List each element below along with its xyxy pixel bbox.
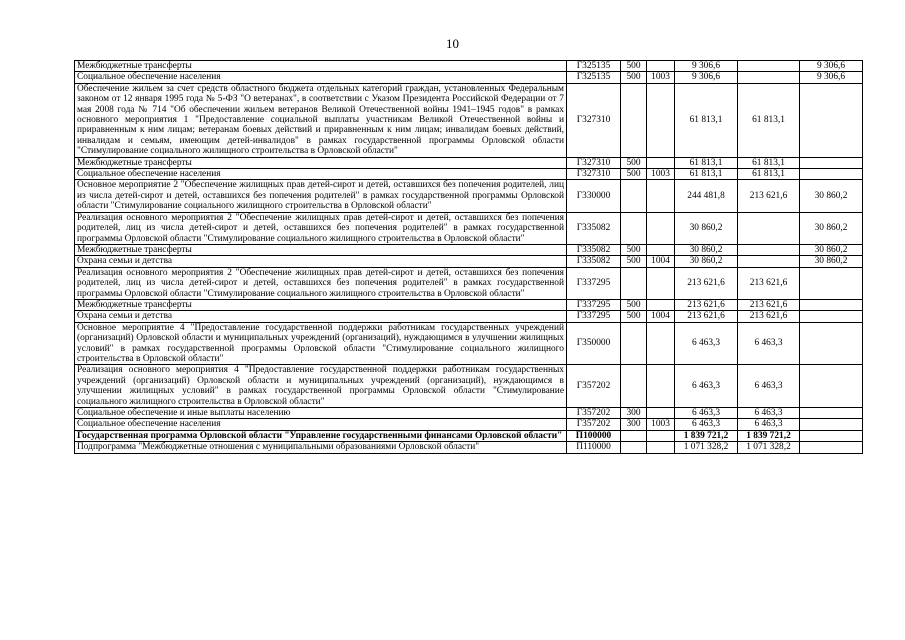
row-amount1-cell: 213 621,6 xyxy=(675,299,738,310)
row-amount1-cell: 6 463,3 xyxy=(675,365,738,408)
row-name-cell: Основное мероприятие 4 "Предоставление государственной поддержки работникам государственных учреждений (организаций) Орловской области и муниципальных учреждений (организаций), нуждающимся в улучшении жилищных условий" в рамках государственной программы Орловской области "Стимулирование социального жилищного строительства в Орловской области" xyxy=(75,322,567,365)
row-amount3-cell xyxy=(800,442,863,453)
table-row xyxy=(75,72,863,83)
row-amount3-cell xyxy=(800,311,863,322)
row-amount2-cell: 6 463,3 xyxy=(738,322,800,365)
row-code-cell: Г337295 xyxy=(567,267,621,299)
row-name-cell: Межбюджетные трансферты xyxy=(75,157,567,168)
row-amount2-cell: 1 839 721,2 xyxy=(738,430,800,441)
row-group-cell: 500 xyxy=(621,157,647,168)
row-name-cell: Основное мероприятие 2 "Обеспечение жилищных прав детей-сирот и детей, оставшихся без попечения родителей, лиц из числа детей-сирот и детей, оставшихся без попечения родителей" в рамках государственной программы Орловской области "Стимулирование социального жилищного строительства в Орловской области" xyxy=(75,180,567,212)
row-amount3-cell: 9 306,6 xyxy=(800,61,863,72)
row-name-cell: Охрана семьи и детства xyxy=(75,256,567,267)
row-name-cell: Реализация основного мероприятия 2 "Обеспечение жилищных прав детей-сирот и детей, оставшихся без попечения родителей, лиц из числа детей-сирот и детей, оставшихся без попечения родителей" в рамках государственной программы Орловской области "Стимулирование социального жилищного строительства в Орловской области" xyxy=(75,267,567,299)
row-group-cell xyxy=(621,365,647,408)
row-group-cell: 500 xyxy=(621,299,647,310)
row-amount1-cell: 6 463,3 xyxy=(675,408,738,419)
table-row xyxy=(75,83,863,157)
row-section-cell xyxy=(647,267,675,299)
row-amount3-cell xyxy=(800,157,863,168)
row-amount2-cell xyxy=(738,256,800,267)
row-section-cell xyxy=(647,83,675,157)
row-group-cell: 300 xyxy=(621,419,647,430)
table-row xyxy=(75,311,863,322)
table-row xyxy=(75,61,863,72)
row-name-cell: Государственная программа Орловской области "Управление государственными финансами Орловской области" xyxy=(75,430,567,441)
table-row xyxy=(75,430,863,441)
row-code-cell: П100000 xyxy=(567,430,621,441)
row-amount3-cell xyxy=(800,430,863,441)
row-name-cell: Социальное обеспечение и иные выплаты населению xyxy=(75,408,567,419)
row-section-cell xyxy=(647,322,675,365)
table-row xyxy=(75,365,863,408)
row-amount1-cell: 61 813,1 xyxy=(675,157,738,168)
row-amount2-cell: 61 813,1 xyxy=(738,157,800,168)
row-amount2-cell: 6 463,3 xyxy=(738,365,800,408)
row-amount1-cell: 30 860,2 xyxy=(675,244,738,255)
row-section-cell xyxy=(647,430,675,441)
row-amount1-cell: 30 860,2 xyxy=(675,212,738,244)
row-name-cell: Реализация основного мероприятия 4 "Предоставление государственной поддержки работникам государственных учреждений (организаций) Орловской области и муниципальных учреждений (организаций), нуждающимся в улучшении жилищных условий" в рамках государственной программы Орловской области "Стимулирование социального жилищного строительства в Орловской области" xyxy=(75,365,567,408)
table-row xyxy=(75,322,863,365)
row-amount3-cell: 9 306,6 xyxy=(800,72,863,83)
row-code-cell: Г357202 xyxy=(567,408,621,419)
row-section-cell: 1004 xyxy=(647,256,675,267)
row-name-cell: Межбюджетные трансферты xyxy=(75,61,567,72)
row-code-cell: Г335082 xyxy=(567,244,621,255)
table-row xyxy=(75,180,863,212)
row-section-cell xyxy=(647,408,675,419)
row-amount3-cell: 30 860,2 xyxy=(800,180,863,212)
row-amount2-cell: 6 463,3 xyxy=(738,408,800,419)
row-amount2-cell xyxy=(738,61,800,72)
row-amount3-cell xyxy=(800,83,863,157)
row-amount1-cell: 1 839 721,2 xyxy=(675,430,738,441)
row-amount3-cell xyxy=(800,322,863,365)
table-row xyxy=(75,157,863,168)
row-code-cell: Г337295 xyxy=(567,311,621,322)
row-code-cell: Г327310 xyxy=(567,169,621,180)
row-name-cell: Подпрограмма "Межбюджетные отношения с муниципальными образованиями Орловской области" xyxy=(75,442,567,453)
row-group-cell xyxy=(621,180,647,212)
row-amount1-cell: 213 621,6 xyxy=(675,267,738,299)
row-code-cell: Г327310 xyxy=(567,83,621,157)
row-group-cell xyxy=(621,322,647,365)
row-amount3-cell: 30 860,2 xyxy=(800,256,863,267)
row-amount2-cell: 213 621,6 xyxy=(738,267,800,299)
row-code-cell: Г350000 xyxy=(567,322,621,365)
table-row xyxy=(75,169,863,180)
row-code-cell: Г335082 xyxy=(567,256,621,267)
row-amount1-cell: 9 306,6 xyxy=(675,61,738,72)
row-amount1-cell: 1 071 328,2 xyxy=(675,442,738,453)
row-group-cell xyxy=(621,430,647,441)
table-row xyxy=(75,299,863,310)
row-amount2-cell: 213 621,6 xyxy=(738,299,800,310)
table-row xyxy=(75,442,863,453)
row-code-cell: Г357202 xyxy=(567,419,621,430)
row-code-cell: Г325135 xyxy=(567,72,621,83)
row-section-cell xyxy=(647,365,675,408)
row-amount3-cell xyxy=(800,169,863,180)
table-row xyxy=(75,256,863,267)
row-name-cell: Социальное обеспечение населения xyxy=(75,169,567,180)
row-amount1-cell: 61 813,1 xyxy=(675,83,738,157)
row-section-cell: 1003 xyxy=(647,419,675,430)
row-amount1-cell: 30 860,2 xyxy=(675,256,738,267)
row-amount2-cell xyxy=(738,72,800,83)
row-amount2-cell xyxy=(738,212,800,244)
row-code-cell: П110000 xyxy=(567,442,621,453)
table-row xyxy=(75,408,863,419)
row-section-cell: 1004 xyxy=(647,311,675,322)
row-section-cell xyxy=(647,299,675,310)
row-amount2-cell: 213 621,6 xyxy=(738,180,800,212)
row-amount3-cell xyxy=(800,419,863,430)
row-amount1-cell: 9 306,6 xyxy=(675,72,738,83)
row-section-cell: 1003 xyxy=(647,72,675,83)
row-code-cell: Г327310 xyxy=(567,157,621,168)
row-amount3-cell: 30 860,2 xyxy=(800,212,863,244)
row-code-cell: Г330000 xyxy=(567,180,621,212)
row-name-cell: Охрана семьи и детства xyxy=(75,311,567,322)
row-amount3-cell xyxy=(800,267,863,299)
row-group-cell: 500 xyxy=(621,244,647,255)
budget-table xyxy=(74,60,863,454)
budget-table-body xyxy=(75,61,863,454)
table-row xyxy=(75,267,863,299)
row-group-cell: 500 xyxy=(621,61,647,72)
row-name-cell: Реализация основного мероприятия 2 "Обеспечение жилищных прав детей-сирот и детей, оставшихся без попечения родителей, лиц из числа детей-сирот и детей, оставшихся без попечения родителей" в рамках государственной программы Орловской области "Стимулирование социального жилищного строительства в Орловской области" xyxy=(75,212,567,244)
row-group-cell xyxy=(621,212,647,244)
row-name-cell: Социальное обеспечение населения xyxy=(75,419,567,430)
row-section-cell xyxy=(647,244,675,255)
row-name-cell: Межбюджетные трансферты xyxy=(75,299,567,310)
row-section-cell xyxy=(647,61,675,72)
row-section-cell xyxy=(647,212,675,244)
row-group-cell xyxy=(621,83,647,157)
row-amount2-cell: 61 813,1 xyxy=(738,169,800,180)
row-name-cell: Межбюджетные трансферты xyxy=(75,244,567,255)
row-group-cell: 500 xyxy=(621,311,647,322)
row-section-cell xyxy=(647,157,675,168)
row-code-cell: Г357202 xyxy=(567,365,621,408)
row-amount2-cell: 213 621,6 xyxy=(738,311,800,322)
row-amount2-cell xyxy=(738,244,800,255)
row-group-cell xyxy=(621,267,647,299)
row-group-cell xyxy=(621,442,647,453)
row-amount1-cell: 61 813,1 xyxy=(675,169,738,180)
row-amount2-cell: 6 463,3 xyxy=(738,419,800,430)
row-amount1-cell: 213 621,6 xyxy=(675,311,738,322)
row-amount3-cell xyxy=(800,408,863,419)
row-name-cell: Обеспечение жильем за счет средств областного бюджета отдельных категорий граждан, установленных Федеральным законом от 12 января 1995 года № 5-ФЗ "О ветеранах", в соответствии с Указом Президента Российской Федерации от 7 мая 2008 года № 714 "Об обеспечении жильем ветеранов Великой Отечественной войны 1941–1945 годов" в рамках основного мероприятия 1 "Предоставление социальной выплаты участникам Великой Отечественной войны и приравненным к ним лицам; ветеранам боевых действий и приравненным к ним лицам; инвалидам боевых действий, инвалидам и семьям, имеющим детей-инвалидов" в рамках государственной программы Орловской области "Стимулирование социального жилищного строительства в Орловской области" xyxy=(75,83,567,157)
row-group-cell: 500 xyxy=(621,256,647,267)
row-code-cell: Г335082 xyxy=(567,212,621,244)
row-amount1-cell: 244 481,8 xyxy=(675,180,738,212)
row-amount2-cell: 61 813,1 xyxy=(738,83,800,157)
row-name-cell: Социальное обеспечение населения xyxy=(75,72,567,83)
row-amount3-cell: 30 860,2 xyxy=(800,244,863,255)
table-row xyxy=(75,212,863,244)
page-number: 10 xyxy=(446,36,459,51)
row-section-cell: 1003 xyxy=(647,169,675,180)
row-group-cell: 300 xyxy=(621,408,647,419)
row-amount2-cell: 1 071 328,2 xyxy=(738,442,800,453)
row-section-cell xyxy=(647,442,675,453)
table-row xyxy=(75,244,863,255)
row-code-cell: Г337295 xyxy=(567,299,621,310)
table-row xyxy=(75,419,863,430)
row-group-cell: 500 xyxy=(621,72,647,83)
row-amount1-cell: 6 463,3 xyxy=(675,322,738,365)
row-code-cell: Г325135 xyxy=(567,61,621,72)
row-amount3-cell xyxy=(800,299,863,310)
row-section-cell xyxy=(647,180,675,212)
row-amount1-cell: 6 463,3 xyxy=(675,419,738,430)
row-group-cell: 500 xyxy=(621,169,647,180)
row-amount3-cell xyxy=(800,365,863,408)
